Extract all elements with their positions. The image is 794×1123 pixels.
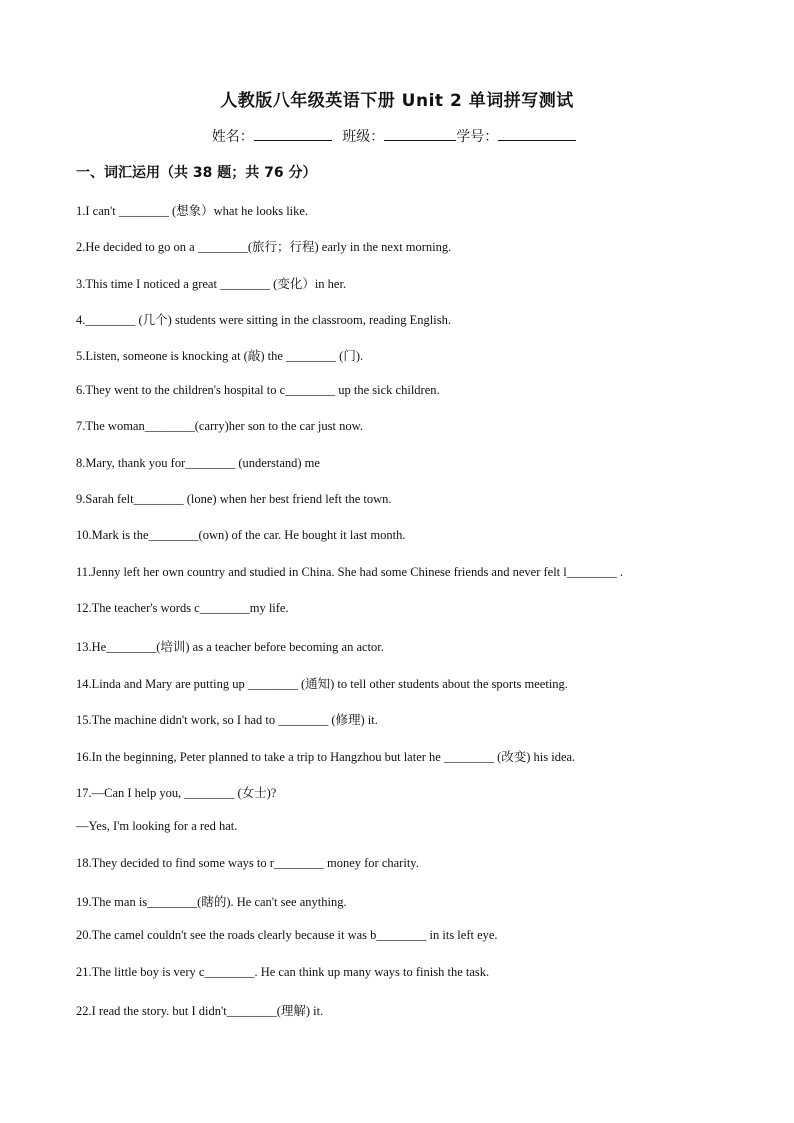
question-item: 2.He decided to go on a ________(旅行；行程) early in the next morning. — [76, 240, 452, 254]
question-item: 17.—Can I help you, ________ (女士)? — [76, 786, 277, 800]
number-blank[interactable] — [498, 126, 576, 141]
question-item: 3.This time I noticed a great ________ (变化）in her. — [76, 277, 347, 291]
question-item: 19.The man is________(瞎的). He can't see anything. — [76, 895, 347, 909]
page-title: 人教版八年级英语下册 Unit 2 单词拼写测试 — [220, 91, 574, 111]
question-item: 15.The machine didn't work, so I had to ________ (修理) it. — [76, 713, 378, 727]
question-item: 10.Mark is the________(own) of the car. He bought it last month. — [76, 528, 406, 542]
question-item: 20.The camel couldn't see the roads clearly because it was b________ in its left eye. — [76, 928, 498, 942]
question-item: 5.Listen, someone is knocking at (敲) the ________ (门). — [76, 349, 364, 363]
question-item: 7.The woman________(carry)her son to the car just now. — [76, 419, 363, 433]
question-item: 13.He________(培训) as a teacher before becoming an actor. — [76, 640, 384, 654]
class-blank[interactable] — [384, 126, 456, 141]
question-item: 4.________ (几个) students were sitting in the classroom, reading English. — [76, 313, 451, 327]
question-item: 9.Sarah felt________ (lone) when her best friend left the town. — [76, 492, 392, 506]
question-item: 18.They decided to find some ways to r________ money for charity. — [76, 856, 419, 870]
name-blank[interactable] — [254, 126, 332, 141]
section-heading: 一、词汇运用（共 38 题；共 76 分） — [76, 165, 317, 181]
question-item: 21.The little boy is very c________. He can think up many ways to finish the task. — [76, 965, 490, 979]
question-item: 16.In the beginning, Peter planned to take a trip to Hangzhou but later he ________ (改变) his idea. — [76, 750, 576, 764]
question-item: 12.The teacher's words c________my life. — [76, 601, 289, 615]
answer-line: —Yes, I'm looking for a red hat. — [76, 819, 238, 833]
question-item: 22.I read the story. but I didn't________(理解) it. — [76, 1004, 324, 1018]
question-item: 14.Linda and Mary are putting up ________ (通知) to tell other students about the sports meeting. — [76, 677, 568, 691]
question-item: 1.I can't ________ (想象）what he looks like. — [76, 204, 309, 218]
question-item: 11.Jenny left her own country and studied in China. She had some Chinese friends and never felt l________ . — [76, 565, 623, 579]
number-label: 学号： — [456, 129, 499, 145]
student-info-row — [0, 126, 794, 146]
question-item: 8.Mary, thank you for________ (understand) me — [76, 456, 320, 470]
question-item: 6.They went to the children's hospital to c________ up the sick children. — [76, 383, 440, 397]
class-label: 班级： — [342, 129, 385, 145]
name-label: 姓名： — [211, 129, 254, 145]
